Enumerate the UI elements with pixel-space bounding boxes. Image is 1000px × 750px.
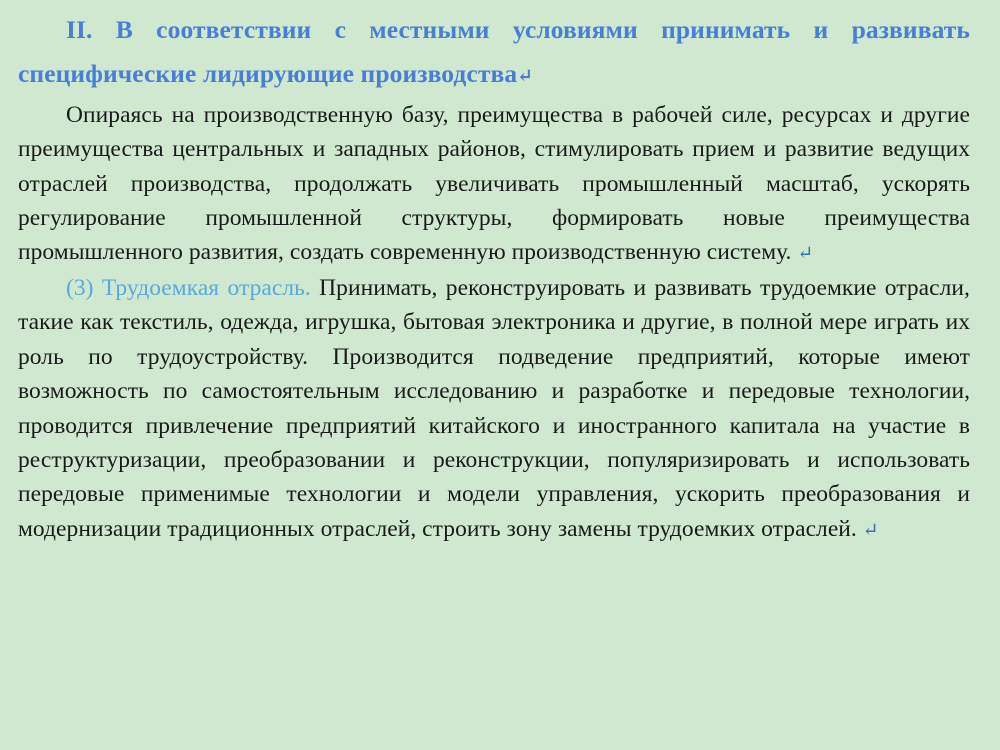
body-paragraph-2 <box>18 271 970 546</box>
paragraph-2-label: (3) <box>66 274 94 301</box>
body-paragraph-1 <box>18 98 970 270</box>
paragraph-1-text: Опираясь на производственную базу, преимущества в рабочей силе, ресурсах и другие преимущества центральных и западных районов, стимулировать прием и развитие ведущих отраслей производства, продолжать увеличивать промышленный масштаб, ускорять регулирование промышленной структуры, формировать новые преимущества промышленного развития, создать современную производственную систему. <box>18 101 970 266</box>
paragraph-2-subtitle: Трудоемкая отрасль. <box>101 274 311 301</box>
paragraph-mark-icon: ↵ <box>797 243 814 265</box>
heading-indent <box>18 15 66 44</box>
paragraph-mark-icon: ↵ <box>517 65 534 87</box>
section-heading <box>18 8 970 96</box>
paragraph-mark-icon: ↵ <box>862 519 879 541</box>
heading-text: II. В соответствии с местными условиями принимать и развивать специфические лидирующие производства <box>18 15 970 88</box>
paragraph-2-text: Принимать, реконструировать и развивать трудоемкие отрасли, такие как текстиль, одежда, игрушка, бытовая электроника и другие, в полной мере играть их роль по трудоустройству. Производится подведение предприятий, которые имеют возможность по самостоятельным исследованию и разработке и передовые технологии, проводится привлечение предприятий китайского и иностранного капитала на участие в реструктуризации, преобразовании и реконструкции, популяризировать и использовать передовые применимые технологии и модели управления, ускорить преобразования и модернизации традиционных отраслей, строить зону замены трудоемких отраслей. <box>18 274 970 542</box>
